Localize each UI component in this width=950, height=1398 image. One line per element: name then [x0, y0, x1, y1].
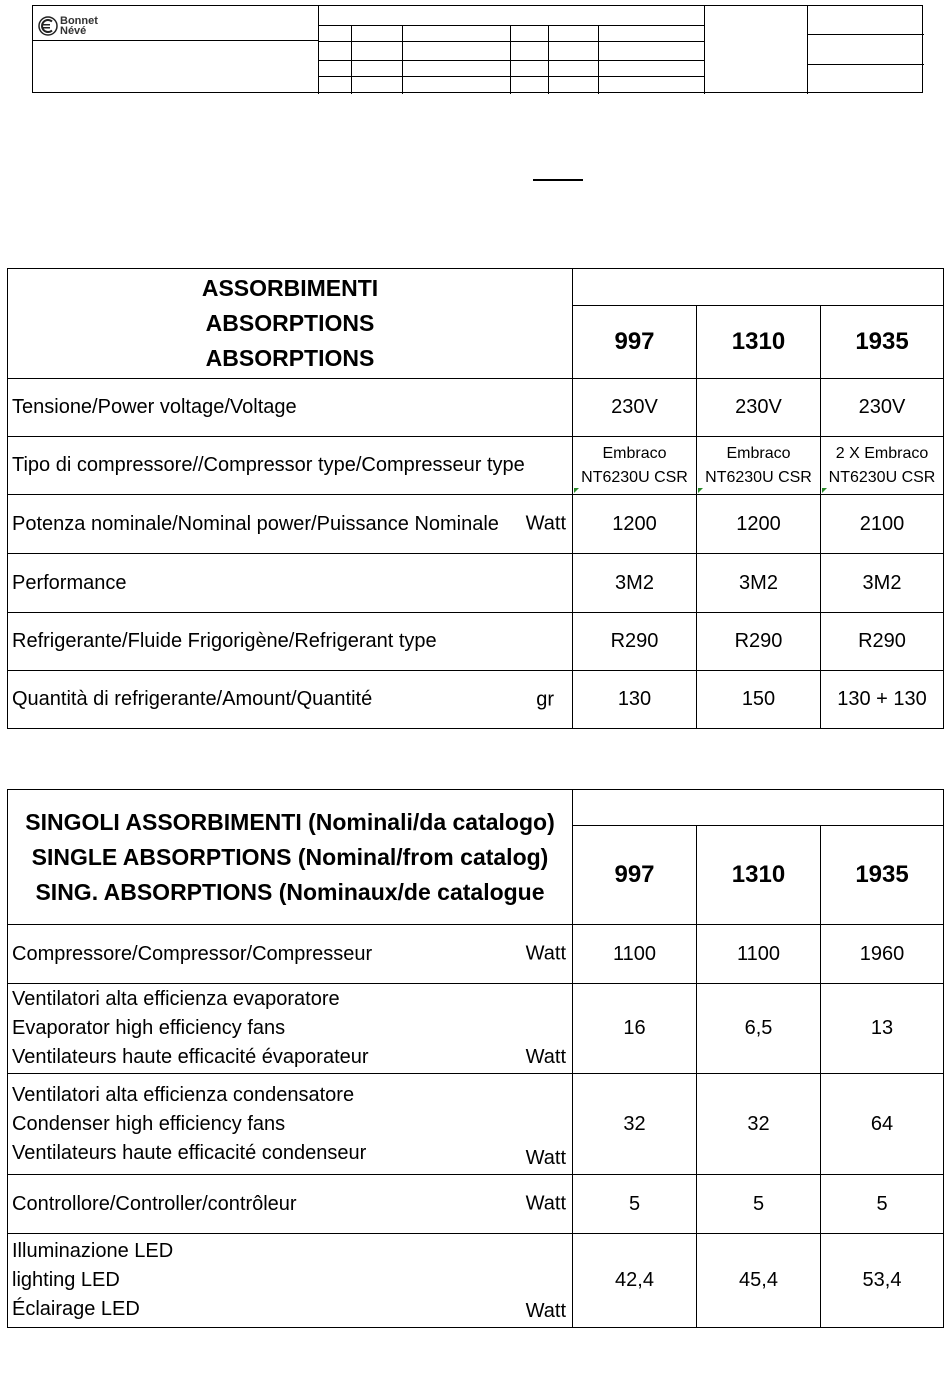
row-label: Refrigerante/Fluide Frigorigène/Refrigerant type: [8, 613, 573, 671]
table1-title-line-3: ABSORPTIONS: [205, 345, 375, 371]
cell-value: 130: [573, 671, 697, 729]
row-label: Performance: [8, 554, 573, 613]
cell-value: 3M2: [573, 554, 697, 613]
cell-value: 2100: [821, 495, 944, 554]
table1-model-997: 997: [573, 306, 697, 379]
row-unit: Watt: [525, 512, 566, 535]
cell-line: 2 X Embraco: [835, 444, 929, 462]
cell-value: 32: [697, 1074, 821, 1175]
cell-value: [821, 437, 944, 495]
table1-header-blank: [573, 269, 944, 306]
row-unit: Watt: [525, 1300, 566, 1322]
table1-title-line-2: ABSORPTIONS: [205, 310, 375, 336]
table-row: [8, 1234, 944, 1328]
euro-logo-icon: [38, 16, 58, 36]
logo-line-2: Névé: [60, 25, 87, 37]
cell-value: 6,5: [697, 984, 821, 1074]
table2-title-line-2: SINGLE ABSORPTIONS (Nominal/from catalog): [31, 843, 549, 870]
cell-value: R290: [573, 613, 697, 671]
cell-value: 1200: [697, 495, 821, 554]
table-row: [8, 554, 944, 613]
table2-model-997: 997: [573, 826, 697, 925]
cell-line: Embraco: [602, 444, 667, 462]
cell-value: 230V: [697, 379, 821, 437]
table1-title: [8, 269, 573, 379]
table2-title: [8, 790, 573, 925]
table-row: [8, 613, 944, 671]
row-label-text: Quantità di refrigerante/Amount/Quantité: [12, 688, 373, 710]
row-label: [8, 1234, 573, 1328]
table-row: [8, 495, 944, 554]
cell-value: 1960: [821, 925, 944, 984]
cell-marker: [822, 488, 827, 493]
absorptions-table: [7, 268, 944, 729]
cell-value: [573, 437, 697, 495]
cell-value: 45,4: [697, 1234, 821, 1328]
table2-model-1935: 1935: [821, 826, 944, 925]
row-label-text: Potenza nominale/Nominal power/Puissance Nominale: [12, 512, 499, 535]
cell-value: 5: [573, 1175, 697, 1234]
cell-line: NT6230U CSR: [705, 468, 812, 486]
cell-value: 1100: [573, 925, 697, 984]
row-label-line: Éclairage LED: [12, 1298, 140, 1320]
row-label: [8, 671, 573, 729]
cell-value: 130 + 130: [821, 671, 944, 729]
row-unit: gr: [536, 688, 554, 710]
cell-marker: [698, 488, 703, 493]
cell-line: NT6230U CSR: [581, 468, 688, 486]
cell-line: NT6230U CSR: [828, 468, 936, 486]
table-row: [8, 379, 944, 437]
document-header: [32, 5, 923, 93]
table-row: [8, 1175, 944, 1234]
cell-value: 230V: [821, 379, 944, 437]
cell-value: 13: [821, 984, 944, 1074]
cell-value: R290: [697, 613, 821, 671]
cell-value: 53,4: [821, 1234, 944, 1328]
table2-title-line-1: SINGOLI ASSORBIMENTI (Nominali/da catalogo): [25, 808, 555, 835]
table2-header-blank: [573, 790, 944, 826]
row-label-line: Evaporator high efficiency fans: [12, 1017, 286, 1039]
cell-line: Embraco: [726, 444, 791, 462]
cell-value: 1100: [697, 925, 821, 984]
cell-value: 3M2: [821, 554, 944, 613]
table1-title-line-1: ASSORBIMENTI: [201, 275, 379, 301]
cell-value: 150: [697, 671, 821, 729]
row-unit: Watt: [525, 1046, 566, 1068]
row-label-text: Compressore/Compressor/Compresseur: [12, 942, 373, 965]
cell-value: [697, 437, 821, 495]
cell-value: 32: [573, 1074, 697, 1175]
row-label-text: Controllore/Controller/contrôleur: [12, 1192, 297, 1215]
logo-wordmark: [60, 16, 98, 36]
table-row: [8, 437, 944, 495]
row-label: [8, 1074, 573, 1175]
table1-model-1935: 1935: [821, 306, 944, 379]
row-label-line: Ventilatori alta efficienza evaporatore: [12, 988, 340, 1010]
row-label: Tensione/Power voltage/Voltage: [8, 379, 573, 437]
row-label-line: Condenser high efficiency fans: [12, 1112, 286, 1135]
table2-title-line-3: SING. ABSORPTIONS (Nominaux/de catalogue: [35, 878, 545, 905]
row-label-line: Illuminazione LED: [12, 1240, 174, 1262]
row-unit: Watt: [525, 1147, 566, 1169]
table-row: [8, 1074, 944, 1175]
row-label: [8, 495, 573, 554]
row-label: [8, 925, 573, 984]
row-label-line: Ventilateurs haute efficacité condenseur: [12, 1141, 367, 1164]
table-row: [8, 671, 944, 729]
cell-marker: [574, 488, 579, 493]
row-unit: Watt: [525, 1192, 566, 1215]
cell-value: 1200: [573, 495, 697, 554]
cell-value: 5: [697, 1175, 821, 1234]
row-unit: Watt: [525, 942, 566, 965]
table2-model-1310: 1310: [697, 826, 821, 925]
cell-value: 16: [573, 984, 697, 1074]
row-label: [8, 984, 573, 1074]
cell-value: 230V: [573, 379, 697, 437]
cell-value: 5: [821, 1175, 944, 1234]
cell-value: 42,4: [573, 1234, 697, 1328]
row-label-line: Ventilateurs haute efficacité évaporateur: [12, 1046, 369, 1068]
single-absorptions-table: [7, 789, 944, 1328]
logo-line-1: Bonnet: [60, 15, 98, 27]
table-row: [8, 984, 944, 1074]
row-label-line: Ventilatori alta efficienza condensatore: [12, 1083, 355, 1106]
row-label: Tipo di compressore//Compressor type/Compresseur type: [8, 437, 573, 495]
title-underline: [533, 179, 583, 181]
row-label-line: lighting LED: [12, 1269, 120, 1291]
cell-value: 3M2: [697, 554, 821, 613]
cell-value: 64: [821, 1074, 944, 1175]
table-row: [8, 925, 944, 984]
row-label: [8, 1175, 573, 1234]
table1-model-1310: 1310: [697, 306, 821, 379]
company-logo: [38, 11, 98, 41]
cell-value: R290: [821, 613, 944, 671]
